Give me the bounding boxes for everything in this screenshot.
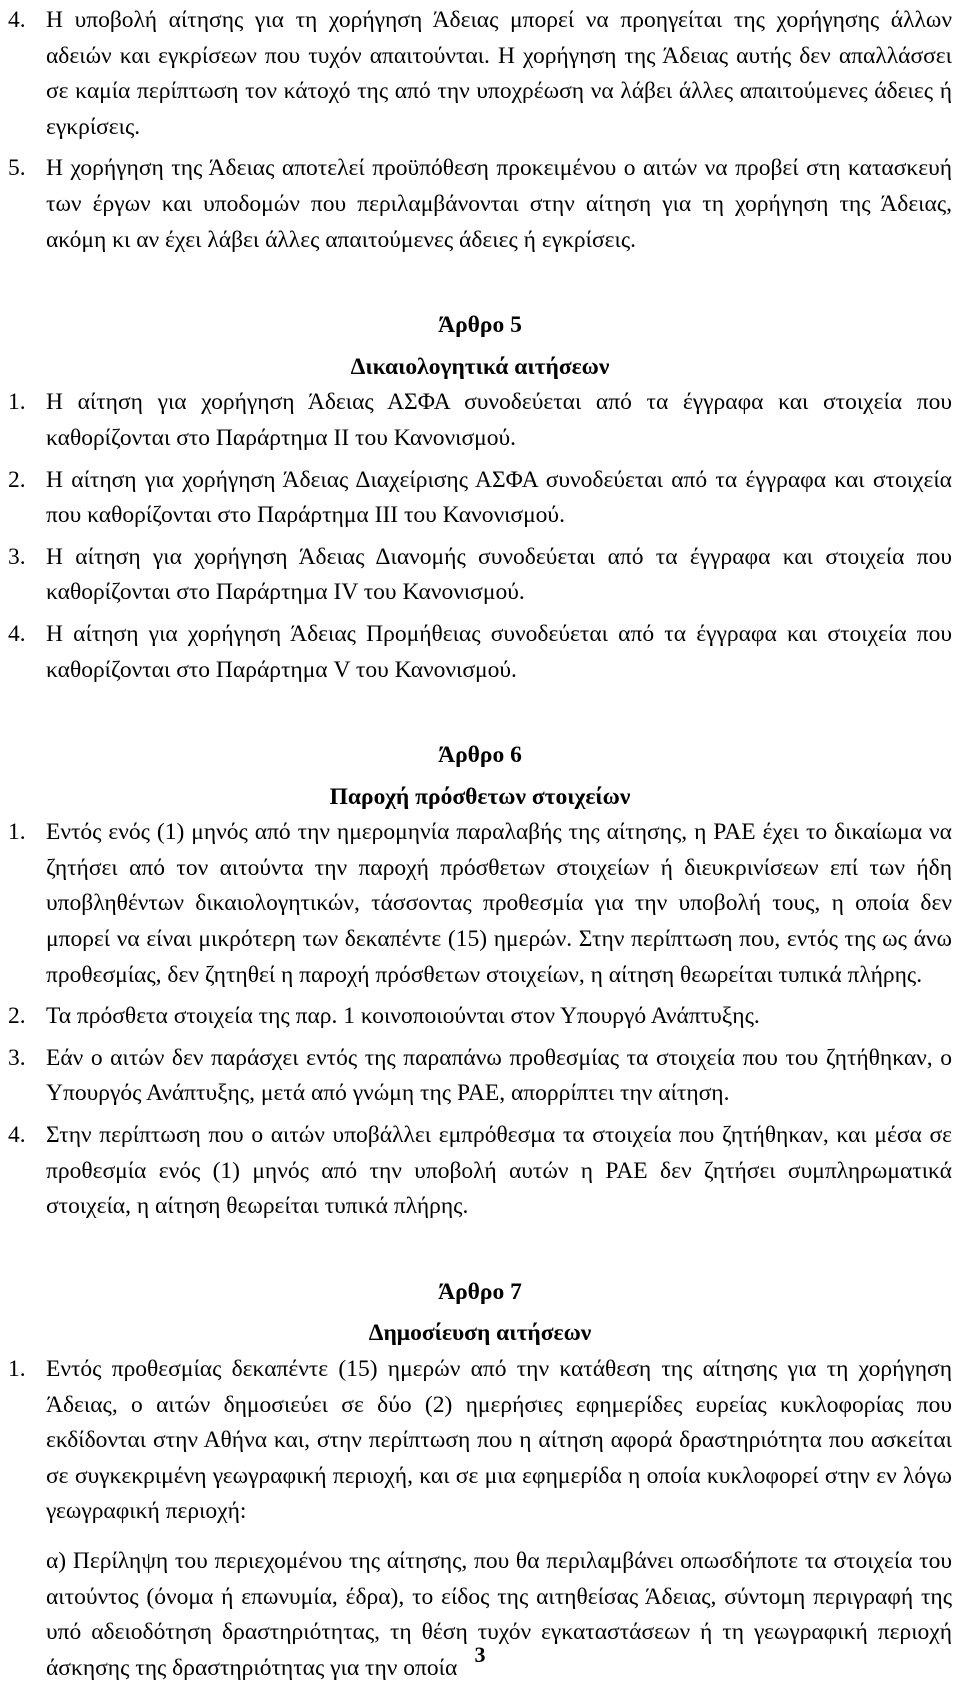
item-number: 1. xyxy=(8,819,26,846)
paragraph-5-intro xyxy=(8,151,952,258)
paragraph-text: Η χορήγηση της Άδειας αποτελεί προϋπόθεση προκειμένου ο αιτών να προβεί στη κατασκευή των έργων και υποδομών που περιλαμβάνονται στην αίτηση για τη χορήγηση της Άδειας, ακόμη κι αν έχει λάβει άλλες απαιτούμενες άδειες ή εγκρίσεις. xyxy=(46,155,952,253)
article-7-number: Άρθρο 7 xyxy=(438,1278,522,1305)
paragraph-number: 4. xyxy=(8,7,26,33)
article-7-title: Δημοσίευση αιτήσεων xyxy=(368,1320,592,1347)
item-text: Τα πρόσθετα στοιχεία της παρ. 1 κοινοποιούνται στον Υπουργό Ανάπτυξης. xyxy=(46,1003,760,1030)
item-text: Εάν ο αιτών δεν παράσχει εντός της παραπάνω προθεσμίας τα στοιχεία που του ζητήθηκαν, ο Υπουργός Ανάπτυξης, μετά από γνώμη της ΡΑΕ, απορρίπτει την αίτηση. xyxy=(46,1044,952,1107)
article-6-item-3 xyxy=(8,1041,952,1112)
article-6-item-2 xyxy=(8,999,952,1035)
item-number: 2. xyxy=(8,466,26,493)
item-text: Η αίτηση για χορήγηση Άδειας Διαχείρισης ΑΣΦΑ συνοδεύεται από τα έγγραφα και στοιχεία που καθορίζονται στο Παράρτημα ΙΙΙ του Κανονισμού. xyxy=(46,466,952,529)
item-number: 1. xyxy=(8,389,26,416)
item-text: Η αίτηση για χορήγηση Άδειας Προμήθειας συνοδεύεται από τα έγγραφα και στοιχεία που καθορίζονται στο Παράρτημα V του Κανονισμού. xyxy=(46,620,952,683)
item-text: Εντός ενός (1) μηνός από την ημερομηνία παραλαβής της αίτησης, η ΡΑΕ έχει το δικαίωμα να ζητήσει από τον αιτούντα την παροχή πρόσθετων στοιχείων ή διευκρινίσεων επί των ήδη υποβληθέντων δικαιολογητικών, τάσσοντας προθεσμία για την υποβολή τους, η οποία δεν μπορεί να είναι μικρότερη των δεκαπέντε (15) ημερών. Στην περίπτωση που, εντός της ως άνω προθεσμίας, δεν ζητηθεί η παροχή πρόσθετων στοιχείων, η αίτηση θεωρείται τυπικά πλήρης. xyxy=(46,819,952,988)
article-7-subitem-a: α) Περίληψη του περιεχομένου της αίτησης, που θα περιλαμβάνει οπωσδήποτε τα στοιχεία του αιτούντος (όνομα ή επωνυμία, έδρα), το είδος της αιτηθείσας Άδειας, σύντομη περιγραφή της υπό αδειοδότηση δραστηριότητας, τη θέση τυχόν εγκαταστάσεων ή τη γεωγραφική περιοχή άσκησης της δραστηριότητας για την οποία xyxy=(46,1547,952,1681)
article-6-title: Παροχή πρόσθετων στοιχείων xyxy=(329,783,631,810)
item-text: Η αίτηση για χορήγηση Άδειας ΑΣΦΑ συνοδεύεται από τα έγγραφα και στοιχεία που καθορίζονται στο Παράρτημα ΙΙ του Κανονισμού. xyxy=(46,389,952,451)
article-5-item-2 xyxy=(8,463,952,534)
paragraph-number: 5. xyxy=(8,155,26,182)
item-number: 3. xyxy=(8,1044,26,1071)
paragraph-4-intro xyxy=(8,3,952,145)
document-body xyxy=(8,0,952,1686)
article-7-item-1 xyxy=(8,1352,952,1530)
item-text: Στην περίπτωση που ο αιτών υποβάλλει εμπρόθεσμα τα στοιχεία που ζητήθηκαν, και μέσα σε προθεσμία ενός (1) μηνός από την υποβολή αυτών η ΡΑΕ δεν ζητήσει συμπληρωματικά στοιχεία, η αίτηση θεωρείται τυπικά πλήρης. xyxy=(46,1122,952,1220)
item-number: 3. xyxy=(8,543,26,570)
item-text: Η αίτηση για χορήγηση Άδειας Διανομής συνοδεύεται από τα έγγραφα και στοιχεία που καθορίζονται στο Παράρτημα ΙV του Κανονισμού. xyxy=(46,543,952,606)
article-5-item-3 xyxy=(8,540,952,611)
article-5-item-1 xyxy=(8,385,952,456)
article-6-number: Άρθρο 6 xyxy=(438,742,522,769)
item-number: 1. xyxy=(8,1356,26,1382)
page-number: 3 xyxy=(474,1642,486,1667)
article-5-number: Άρθρο 5 xyxy=(438,312,522,339)
paragraph-text: Η υποβολή αίτησης για τη χορήγηση Άδειας μπορεί να προηγείται της χορήγησης άλλων αδειών και εγκρίσεων που τυχόν απαιτούνται. Η χορήγηση της Άδειας αυτής δεν απαλλάσσει σε καμία περίπτωση τον κάτοχό της από την υποχρέωση να λάβει άλλες απαιτούμενες άδειες ή εγκρίσεις. xyxy=(46,7,952,140)
article-6-item-4 xyxy=(8,1118,952,1225)
article-5-item-4 xyxy=(8,617,952,688)
item-text: Εντός προθεσμίας δεκαπέντε (15) ημερών από την κατάθεση της αίτησης για τη χορήγηση Άδειας, ο αιτών δημοσιεύει σε δύο (2) ημερήσιες εφημερίδες ευρείας κυκλοφορίας που εκδίδονται στην Αθήνα και, στην περίπτωση που η αίτηση αφορά δραστηριότητα που ασκείται σε συγκεκριμένη γεωγραφική περιοχή, και σε μια εφημερίδα η οποία κυκλοφορεί στην εν λόγω γεωγραφική περιοχή: xyxy=(46,1356,952,1525)
item-number: 2. xyxy=(8,1003,26,1030)
item-number: 4. xyxy=(8,1122,26,1149)
item-number: 4. xyxy=(8,620,26,647)
article-6-item-1 xyxy=(8,815,952,993)
article-5-title: Δικαιολογητικά αιτήσεων xyxy=(350,353,610,380)
